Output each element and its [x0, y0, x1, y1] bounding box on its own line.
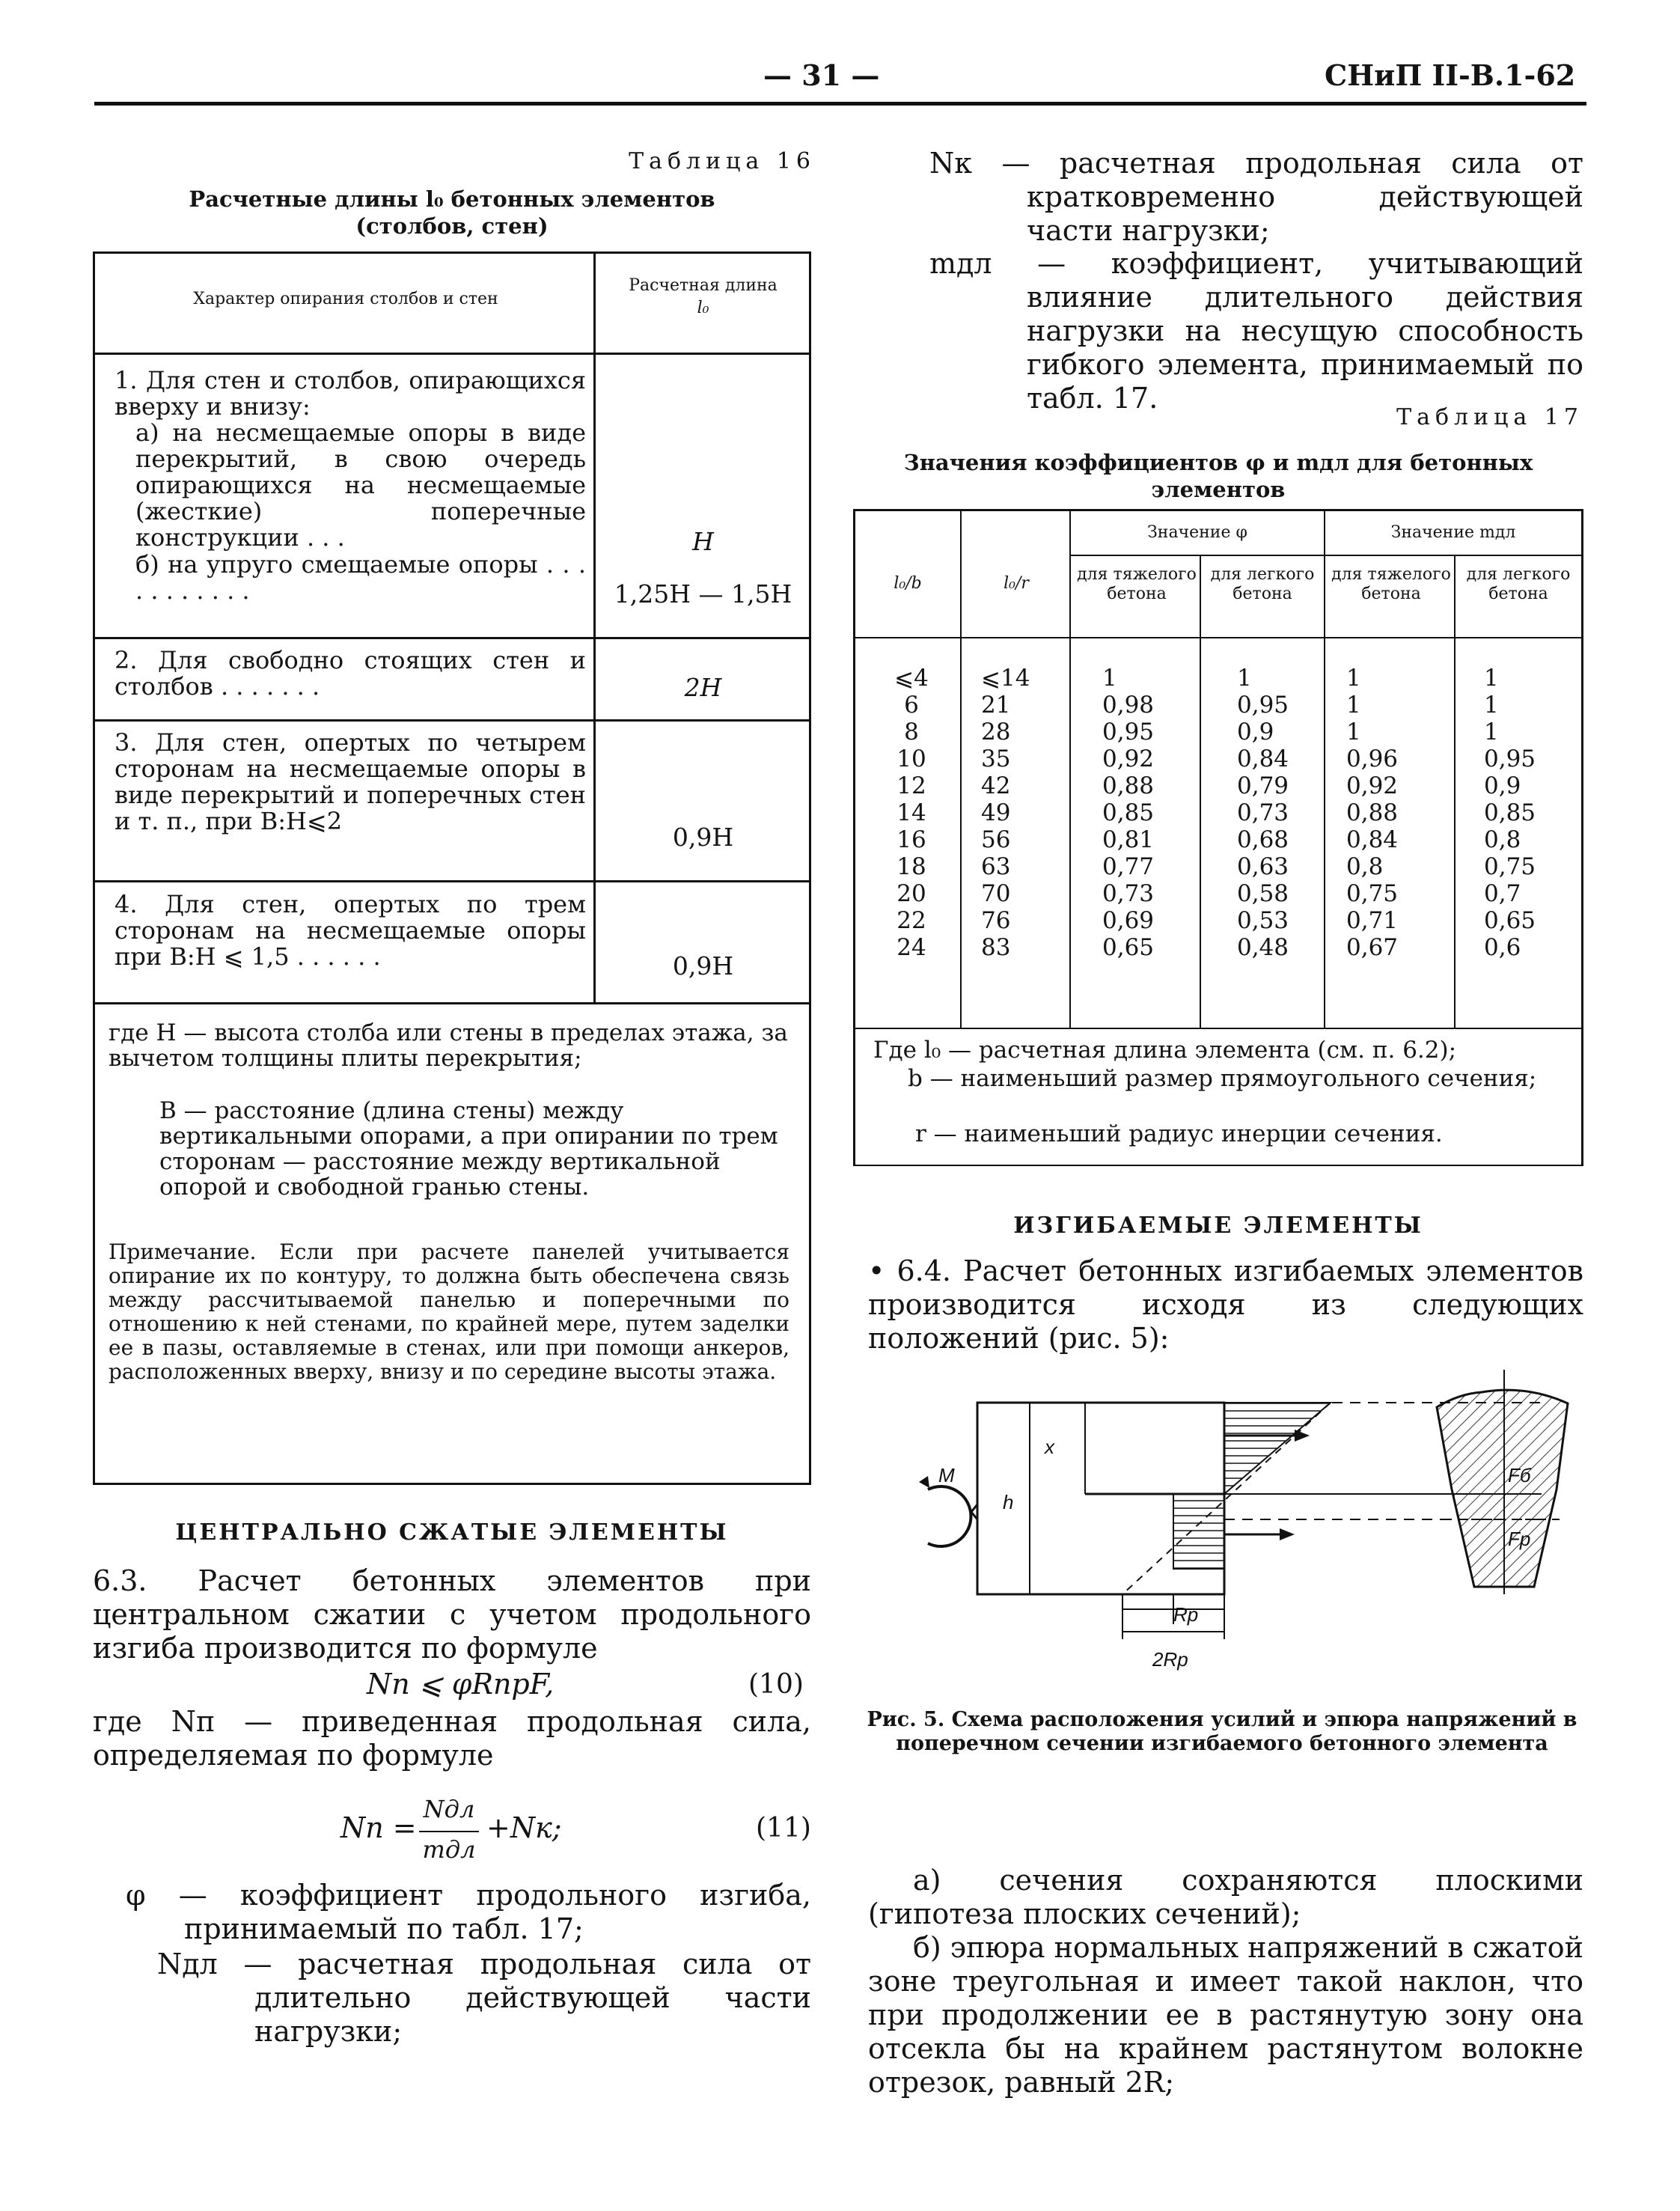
- table17-column-lr: [981, 665, 1048, 961]
- formula-11-denominator: mдл: [422, 1835, 476, 1864]
- table17-header-phi-light: для легкого бетона: [1210, 565, 1315, 603]
- table17-column-phi-light: [1237, 665, 1319, 961]
- arrow-right-icon: [1295, 1430, 1310, 1442]
- table17-grid-line: [1454, 555, 1456, 1028]
- table16-row1b-value: 1,25H — 1,5H: [614, 579, 792, 609]
- table17-cell: 83: [981, 934, 1011, 961]
- formula-11-rest: +Nк;: [486, 1811, 562, 1844]
- table17-grid-line: [855, 1165, 1581, 1166]
- table17-cell: 10: [896, 745, 926, 772]
- table17-column-phi-heavy: [1102, 665, 1192, 961]
- table16-column-divider: [593, 254, 596, 1002]
- table16-row-rule: [95, 1002, 810, 1004]
- table17-header-mdl: Значение mдл: [1390, 523, 1516, 542]
- table17-cell: 8: [904, 719, 919, 745]
- table16-note: Примечание. Если при расчете панелей учитывается опирание их по контуру, то должна быть обеспечена связь между рассчитываемой панелью и поперечными по отношению к ней стенами, по крайней мере, путем заделки ее в пазы, оставляемые в стенах, или при помощи анкеров, расположенных вверху, внизу и по середине высоты этажа.: [109, 1239, 789, 1384]
- table17-cell: 18: [896, 853, 926, 880]
- table17-grid-line: [855, 637, 1581, 638]
- table17-cell: 0,96: [1346, 745, 1399, 772]
- table17-cell: 0,65: [1102, 934, 1155, 961]
- table17-cell: 63: [981, 853, 1011, 880]
- table17-cell: 20: [896, 880, 926, 907]
- trapezoid-cross-section: [1437, 1390, 1568, 1587]
- moment-arrow-icon: [928, 1486, 971, 1546]
- table16-row1-text: 1. Для стен и столбов, опирающихся вверху и внизу:: [114, 366, 586, 421]
- label-x: x: [1045, 1436, 1054, 1458]
- table17-cell: 0,65: [1484, 907, 1536, 934]
- equation-number-11: (11): [756, 1813, 811, 1843]
- table17-cell: 0,75: [1484, 853, 1536, 880]
- label-M: M: [938, 1464, 955, 1486]
- table17-legend-r: r — наименьший радиус инерции сечения.: [915, 1120, 1443, 1147]
- item-a: а) сечения сохраняются плоскими (гипотеза плоских сечений);: [868, 1864, 1583, 1930]
- page-number: — 31 —: [763, 58, 880, 92]
- table17-header-lr: l₀/r: [1004, 574, 1029, 593]
- figure-5-caption: Рис. 5. Схема расположения усилий и эпюра напряжений в поперечном сечении изгибаемого бетонного элемента: [867, 1708, 1577, 1755]
- table16-title: Расчетные длины l₀ бетонных элементов (столбов, стен): [189, 186, 715, 239]
- definition-Ndl: Nдл — расчетная продольная сила от длительно действующей части нагрузки;: [157, 1948, 811, 2048]
- tension-stress-diagram: [1173, 1494, 1224, 1569]
- section-bending-title: ИЗГИБАЕМЫЕ ЭЛЕМЕНТЫ: [1013, 1213, 1423, 1239]
- table17-cell: 0,58: [1237, 880, 1289, 907]
- table17-cell: 0,95: [1484, 745, 1536, 772]
- label-Fb: Fб: [1508, 1464, 1531, 1486]
- table17-cell: 0,63: [1237, 853, 1289, 880]
- table16-row1a-value: H: [692, 527, 714, 556]
- table17-cell: 0,79: [1237, 772, 1289, 799]
- table17-legend-l0: Где l₀ — расчетная длина элемента (см. п. 6.2);: [873, 1037, 1457, 1064]
- table17-cell: 49: [981, 799, 1011, 826]
- table16: [93, 251, 811, 1485]
- table17-column-mdl-heavy: [1346, 665, 1444, 961]
- table17-cell: 0,6: [1484, 934, 1521, 961]
- compression-stress-diagram: [1224, 1403, 1331, 1494]
- table17-cell: 22: [896, 907, 926, 934]
- section-central-title: ЦЕНТРАЛЬНО СЖАТЫЕ ЭЛЕМЕНТЫ: [175, 1519, 729, 1546]
- table17-cell: 6: [904, 692, 919, 719]
- table17-cell: 0,81: [1102, 826, 1155, 853]
- table17-cell: 1: [1346, 665, 1361, 692]
- table17-cell: 1: [1102, 665, 1117, 692]
- table16-row3-value: 0,9H: [672, 823, 734, 852]
- table17-cell: 24: [896, 934, 926, 961]
- definition-Nk: Nк — расчетная продольная сила от кратковременно действующей части нагрузки;: [929, 147, 1583, 247]
- table17-cell: 14: [896, 799, 926, 826]
- table17-cell: 0,8: [1484, 826, 1521, 853]
- fraction-bar: [419, 1831, 479, 1832]
- table17-cell: 0,85: [1484, 799, 1536, 826]
- table17: [853, 509, 1583, 1166]
- table16-row-rule: [95, 719, 810, 722]
- table17-cell: 0,48: [1237, 934, 1289, 961]
- table17-cell: 0,88: [1102, 772, 1155, 799]
- table17-cell: 0,53: [1237, 907, 1289, 934]
- table17-header-phi: Значение φ: [1147, 523, 1247, 542]
- table17-cell: 0,9: [1484, 772, 1521, 799]
- table17-cell: 70: [981, 880, 1011, 907]
- table16-row3-text: 3. Для стен, опертых по четырем сторонам на несмещаемые опоры в виде перекрытий и поперечных стен и т. п., при B:H⩽2: [114, 728, 586, 835]
- table17-grid-line: [960, 511, 962, 1028]
- label-2Rp: 2Rp: [1152, 1648, 1188, 1671]
- table17-caption: Таблица 17: [1396, 404, 1583, 430]
- table17-cell: 0,71: [1346, 907, 1399, 934]
- table17-cell: 0,88: [1346, 799, 1399, 826]
- table17-cell: 0,95: [1237, 692, 1289, 719]
- table16-row2-text: 2. Для свободно стоящих стен и столбов . . . . . . .: [114, 646, 586, 701]
- table17-cell: 0,84: [1346, 826, 1399, 853]
- table16-caption: Таблица 16: [629, 148, 816, 174]
- table17-cell: 28: [981, 719, 1011, 745]
- equation-number-10: (10): [748, 1669, 804, 1700]
- table17-header-mdl-light: для легкого бетона: [1466, 565, 1571, 603]
- table16-row2-value: 2H: [684, 673, 722, 702]
- formula-11-numerator: Nдл: [423, 1795, 475, 1823]
- table17-cell: 0,8: [1346, 853, 1384, 880]
- table17-legend-b: b — наименьший размер прямоугольного сечения;: [908, 1065, 1537, 1092]
- arrow-right-icon: [1280, 1528, 1295, 1540]
- table17-cell: 1: [1484, 692, 1499, 719]
- table16-col2-header: Расчетная длина l₀: [629, 276, 778, 317]
- label-h: h: [1003, 1491, 1014, 1513]
- label-Fp: Fp: [1508, 1528, 1531, 1550]
- table17-cell: 0,95: [1102, 719, 1155, 745]
- item-b: б) эпюра нормальных напряжений в сжатой зоне треугольная и имеет такой наклон, что при продолжении ее в растянутую зону она отсекла бы на крайнем растянутом волокне отрезок, равный 2R;: [868, 1931, 1583, 2099]
- table17-cell: 0,75: [1346, 880, 1399, 907]
- table17-cell: 0,92: [1102, 745, 1155, 772]
- table17-cell: 0,85: [1102, 799, 1155, 826]
- table17-cell: 0,92: [1346, 772, 1399, 799]
- table17-grid-line: [1069, 555, 1581, 556]
- table17-cell: 35: [981, 745, 1011, 772]
- table17-grid-line: [855, 1028, 1581, 1029]
- table17-cell: 0,73: [1102, 880, 1155, 907]
- formula-11-lhs: Nп =: [340, 1811, 417, 1844]
- table16-row4-text: 4. Для стен, опертых по трем сторонам на несмещаемые опоры при B:H ⩽ 1,5 . . . . . .: [114, 890, 586, 971]
- table17-grid-line: [1324, 511, 1325, 1028]
- table17-cell: 0,67: [1346, 934, 1399, 961]
- table16-header-rule: [95, 353, 810, 355]
- table17-cell: 76: [981, 907, 1011, 934]
- label-Rp: Rp: [1173, 1603, 1199, 1626]
- table17-title: Значения коэффициентов φ и mдл для бетонных элементов: [903, 450, 1533, 502]
- table16-row4-value: 0,9H: [672, 951, 734, 981]
- table17-grid-line: [1069, 511, 1071, 1028]
- table17-column-lb: [878, 665, 945, 961]
- table17-cell: ⩽14: [981, 665, 1030, 692]
- table17-cell: 1: [1237, 665, 1252, 692]
- table17-cell: 56: [981, 826, 1011, 853]
- table17-cell: 0,73: [1237, 799, 1289, 826]
- header-rule: [94, 102, 1586, 106]
- table17-cell: 0,84: [1237, 745, 1289, 772]
- table17-cell: 0,9: [1237, 719, 1274, 745]
- table17-cell: 1: [1346, 719, 1361, 745]
- definition-Nn: где Nп — приведенная продольная сила, определяемая по формуле: [93, 1705, 811, 1772]
- table17-cell: 0,69: [1102, 907, 1155, 934]
- table17-cell: 0,68: [1237, 826, 1289, 853]
- section-bending-para: • 6.4. Расчет бетонных изгибаемых элементов производится исходя из следующих положений (рис. 5):: [868, 1254, 1583, 1355]
- figure-5-diagram: [868, 1370, 1586, 1692]
- table17-cell: 12: [896, 772, 926, 799]
- table16-col1-header: Характер опирания столбов и стен: [193, 290, 498, 308]
- table17-cell: 0,98: [1102, 692, 1155, 719]
- section-central-para: 6.3. Расчет бетонных элементов при центральном сжатии с учетом продольного изгиба производится по формуле: [93, 1564, 811, 1665]
- table16-row-rule: [95, 880, 810, 882]
- table17-header-lb: l₀/b: [894, 574, 922, 593]
- table17-cell: 0,7: [1484, 880, 1521, 907]
- table17-cell: ⩽4: [894, 665, 929, 692]
- table17-cell: 1: [1484, 719, 1499, 745]
- table17-header-mdl-heavy: для тяжелого бетона: [1331, 565, 1451, 603]
- table17-cell: 42: [981, 772, 1011, 799]
- table17-column-mdl-light: [1484, 665, 1574, 961]
- table16-row1a-text: а) на несмещаемые опоры в виде перекрытий, в свою очередь опирающихся на несмещаемые (жесткие) поперечные конструкции . . .: [135, 418, 586, 552]
- definition-mdl: mдл — коэффициент, учитывающий влияние длительного действия нагрузки на несущую способность гибкого элемента, принимаемый по табл. 17.: [929, 247, 1583, 415]
- table17-cell: 1: [1484, 665, 1499, 692]
- table16-row1b-text: б) на упруго смещаемые опоры . . . . . . . . . . .: [135, 550, 586, 605]
- table17-grid-line: [1200, 555, 1201, 1028]
- definition-phi: φ — коэффициент продольного изгиба, принимаемый по табл. 17;: [126, 1879, 811, 1945]
- table17-cell: 1: [1346, 692, 1361, 719]
- table17-cell: 21: [981, 692, 1011, 719]
- table17-cell: 16: [896, 826, 926, 853]
- table16-where-H: где H — высота столба или стены в пределах этажа, за вычетом толщины плиты перекрытия;: [109, 1019, 788, 1072]
- document-code: СНиП II-В.1-62: [1325, 58, 1576, 92]
- table17-header-phi-heavy: для тяжелого бетона: [1077, 565, 1197, 603]
- table17-cell: 0,77: [1102, 853, 1155, 880]
- formula-10: Nп ⩽ φRпрF,: [367, 1668, 555, 1701]
- table16-where-B: B — расстояние (длина стены) между вертикальными опорами, а при опирании по трем сторонам — расстояние между вертикальной опорой и свободной гранью стены.: [159, 1097, 778, 1201]
